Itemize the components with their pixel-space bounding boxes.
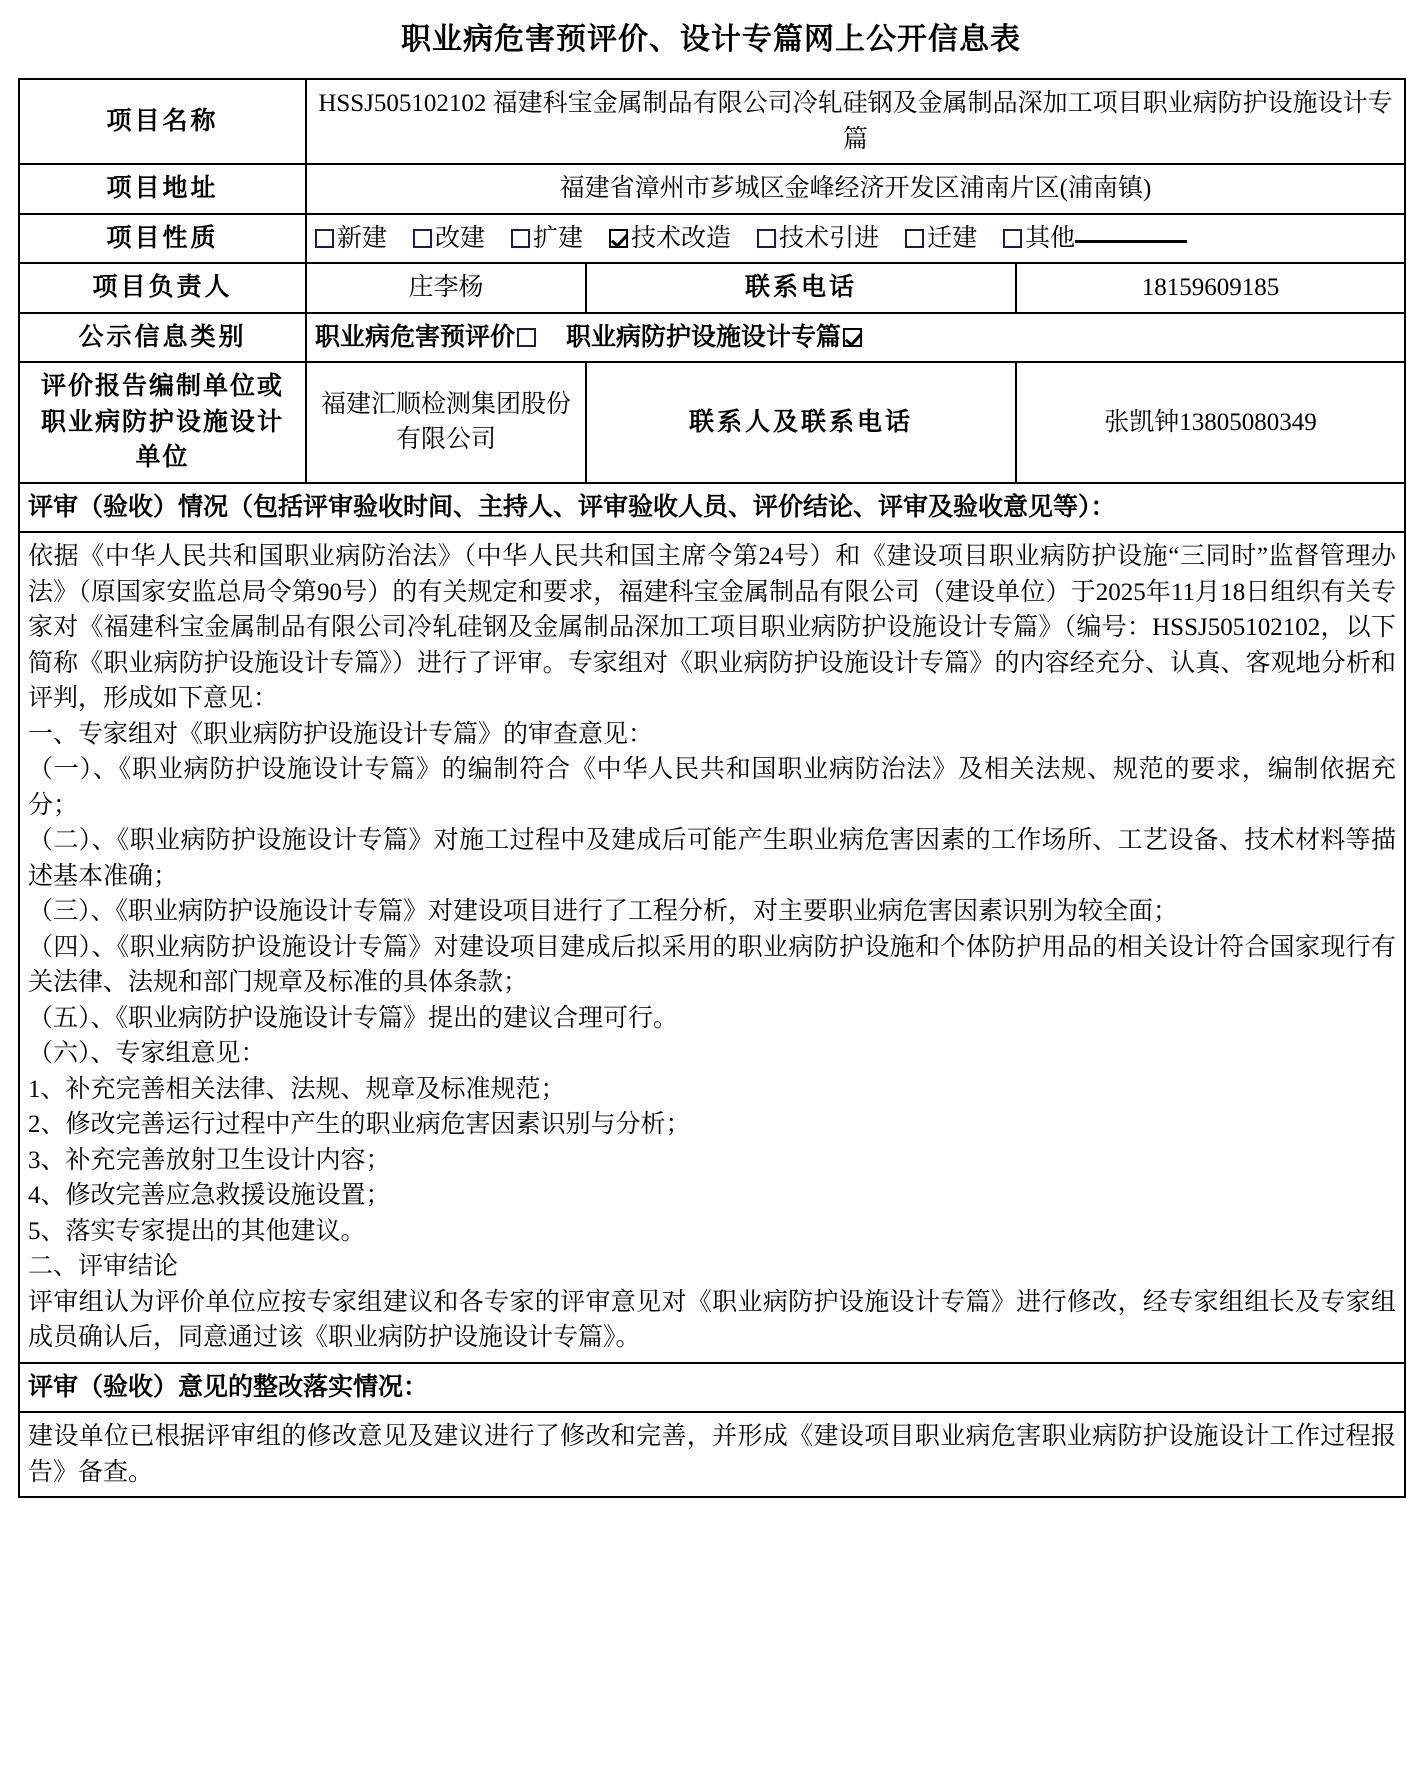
checkbox-option-rebuild[interactable] [413,221,485,257]
checkbox-icon[interactable] [1003,229,1022,248]
review-paragraph: （二）、《职业病防护设施设计专篇》对施工过程中及建成后可能产生职业病危害因素的工作场所、工艺设备、技术材料等描述基本准确； [28,827,1396,890]
checkbox-label: 职业病防护设施设计专篇 [566,323,842,351]
review-paragraph: 5、落实专家提出的其他建议。 [28,1217,366,1245]
review-paragraph: 3、补充完善放射卫生设计内容； [28,1146,391,1174]
table-row-info-category [19,313,1405,363]
checkbox-label: 其他 [1025,224,1076,252]
page-title: 职业病危害预评价、设计专篇网上公开信息表 [401,23,1021,56]
checkbox-icon[interactable] [315,229,334,248]
checkbox-option-other[interactable] [1003,221,1187,257]
review-paragraph: 4、修改完善应急救援设施设置； [28,1182,391,1209]
review-paragraph: 二、评审结论 [28,1253,179,1280]
table-row-rectification-body [19,1412,1405,1497]
checkbox-checked-icon[interactable] [843,328,862,347]
project-nature-options [306,214,1405,264]
checkbox-label: 改建 [435,224,486,252]
table-row-project-leader [19,263,1405,313]
checkbox-option-technology-introduction[interactable] [757,221,879,257]
checkbox-icon[interactable] [905,229,924,248]
checkbox-icon[interactable] [517,328,536,347]
checkbox-label: 职业病危害预评价 [315,323,516,351]
review-paragraph: （五）、《职业病防护设施设计专篇》提出的建议合理可行。 [28,1004,679,1032]
checkbox-option-protection-design[interactable] [566,320,862,356]
review-paragraph: 评审组认为评价单位应按专家组建议和各专家的评审意见对《职业病防护设施设计专篇》进行修改，经专家组组长及专家组成员确认后，同意通过该《职业病防护设施设计专篇》。 [28,1288,1396,1351]
checkbox-icon[interactable] [757,229,776,248]
label-project-leader: 项目负责人 [19,263,306,313]
table-row-project-nature [19,214,1405,264]
review-paragraph: 依据《中华人民共和国职业病防治法》（中华人民共和国主席令第24号）和《建设项目职业病防护设施“三同时”监督管理办法》（原国家安监总局令第90号）的有关规定和要求，福建科宝金属制品有限公司（建设单位）于2025年11月18日组织有关专家对《福建科宝金属制品有限公司冷轧硅钢及金属制品深加工项目职业病防护设施设计专篇》（编号：HSSJ505102102，以下简称《职业病防护设施设计专篇》）进行了评审。专家组对《职业病防护设施设计专篇》的内容经充分、认真、客观地分析和评判，形成如下意见： [28,543,1396,712]
value-report-unit: 福建汇顺检测集团股份有限公司 [306,362,586,483]
value-contact-person: 张凯钟13805080349 [1016,362,1405,483]
label-info-category: 公示信息类别 [19,313,306,363]
value-project-address: 福建省漳州市芗城区金峰经济开发区浦南片区(浦南镇) [306,164,1405,214]
checkbox-option-technical-renovation[interactable] [609,221,731,257]
value-contact-phone: 18159609185 [1016,263,1405,313]
review-section-heading: 评审（验收）情况（包括评审验收时间、主持人、评审验收人员、评价结论、评审及验收意见等）： [19,483,1405,533]
review-paragraph: （六）、专家组意见： [28,1040,266,1067]
review-paragraph: （三）、《职业病防护设施设计专篇》对建设项目进行了工程分析，对主要职业病危害因素识别为较全面； [28,898,1179,925]
info-category-options [306,313,1405,363]
table-row-project-address [19,164,1405,214]
checkbox-checked-icon[interactable] [609,229,628,248]
checkbox-option-pre-evaluation[interactable] [315,320,536,356]
review-paragraph: 2、修改完善运行过程中产生的职业病危害因素识别与分析； [28,1111,691,1138]
review-paragraph: （四）、《职业病防护设施设计专篇》对建设项目建成后拟采用的职业病防护设施和个体防护用品的相关设计符合国家现行有关法律、法规和部门规章及标准的具体条款； [28,933,1396,996]
checkbox-label: 新建 [337,224,388,252]
checkbox-label: 扩建 [533,224,584,252]
public-information-form [18,78,1406,1498]
label-project-nature: 项目性质 [19,214,306,264]
checkbox-option-new-build[interactable] [315,221,387,257]
label-contact-person: 联系人及联系电话 [586,362,1016,483]
review-paragraph: （一）、《职业病防护设施设计专篇》的编制符合《中华人民共和国职业病防治法》及相关法规、规范的要求，编制依据充分； [28,756,1396,819]
checkbox-label: 迁建 [927,224,978,252]
review-paragraph: 一、专家组对《职业病防护设施设计专篇》的审查意见： [28,720,654,748]
table-row-report-unit [19,362,1405,483]
review-paragraph: 1、补充完善相关法律、法规、规章及标准规范； [28,1075,566,1103]
other-fill-in-line[interactable] [1075,240,1187,243]
table-row-review-heading [19,483,1405,533]
checkbox-label: 技术引进 [779,224,880,252]
rectification-section-body: 建设单位已根据评审组的修改意见及建议进行了修改和完善，并形成《建设项目职业病危害职业病防护设施设计工作过程报告》备查。 [19,1412,1405,1497]
rectification-section-heading: 评审（验收）意见的整改落实情况： [19,1363,1405,1413]
table-row-rectification-heading [19,1363,1405,1413]
label-project-address: 项目地址 [19,164,306,214]
checkbox-icon[interactable] [413,229,432,248]
value-project-name: HSSJ505102102 福建科宝金属制品有限公司冷轧硅钢及金属制品深加工项目职业病防护设施设计专篇 [306,79,1405,164]
label-project-name: 项目名称 [19,79,306,164]
table-row-review-body [19,532,1405,1363]
table-row-project-name [19,79,1405,164]
label-report-unit: 评价报告编制单位或职业病防护设施设计单位 [19,362,306,483]
checkbox-option-expansion[interactable] [511,221,583,257]
checkbox-option-relocation[interactable] [905,221,977,257]
checkbox-label: 技术改造 [631,224,732,252]
label-contact-phone: 联系电话 [586,263,1016,313]
value-project-leader: 庄李杨 [306,263,586,313]
review-section-body [19,532,1405,1363]
checkbox-icon[interactable] [511,229,530,248]
